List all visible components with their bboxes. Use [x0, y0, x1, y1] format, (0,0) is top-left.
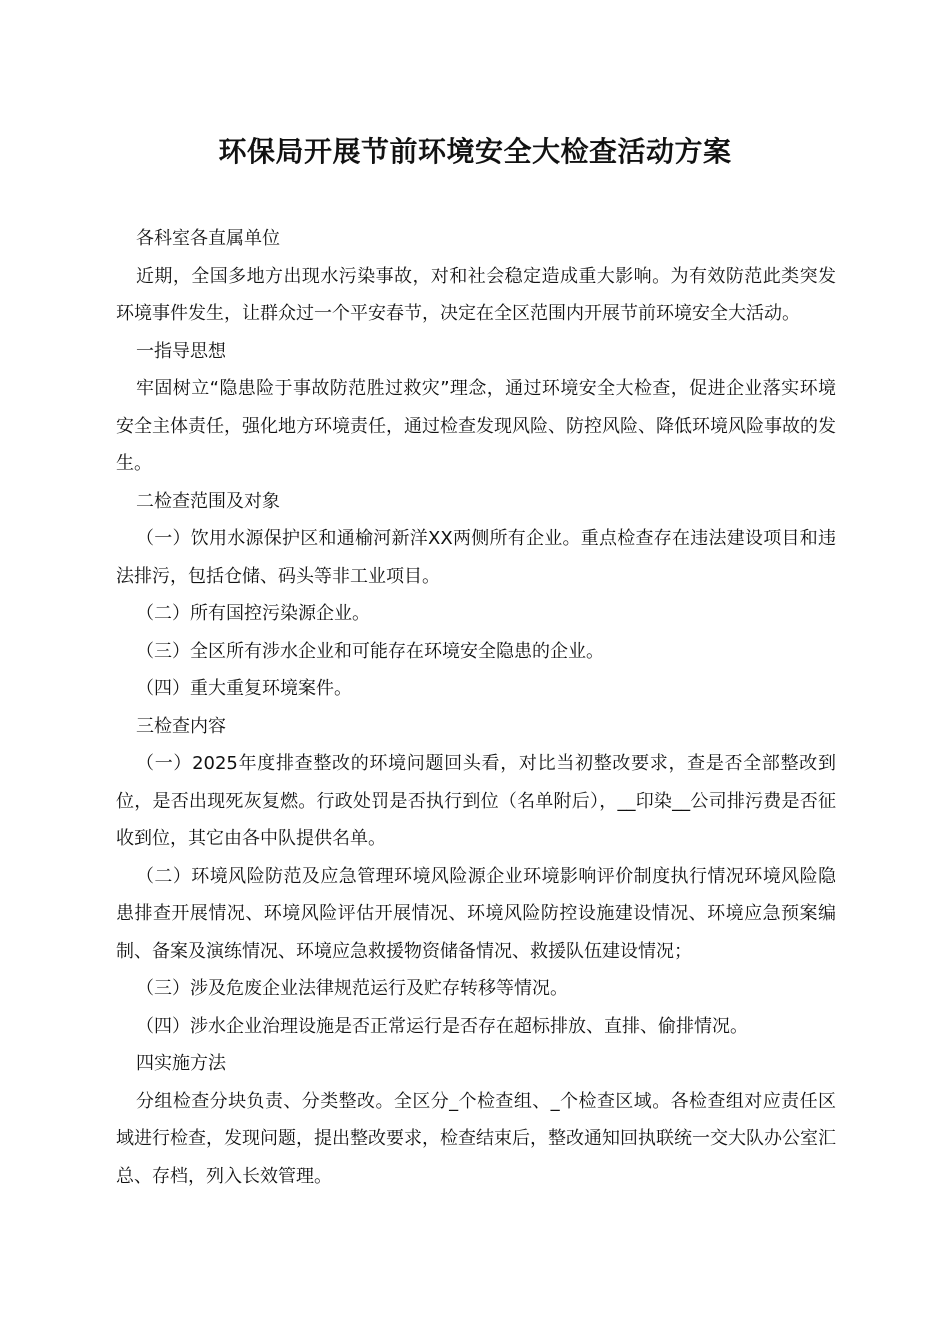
scope-item-2: （二）所有国控污染源企业。: [136, 603, 370, 624]
section-heading-content: 三检查内容: [136, 715, 226, 737]
document-body: [116, 220, 836, 1195]
salutation: 各科室各直属单位: [136, 228, 280, 249]
content-item-1: （一）2025年度排查整改的环境问题回头看，对比当初整改要求，查是否全部整改到位，是否出现死灰复燃。行政处罚是否执行到位（名单附后），__印染__公司排污费是否征收到位，其它由各中队提供名单。: [116, 753, 836, 849]
document-title: 环保局开展节前环境安全大检查活动方案: [218, 135, 732, 168]
scope-item-4: （四）重大重复环境案件。: [136, 678, 352, 699]
guiding-ideology-paragraph: 牢固树立“隐患险于事故防范胜过救灾”理念，通过环境安全大检查，促进企业落实环境安全主体责任，强化地方环境责任，通过检查发现风险、防控风险、降低环境风险事故的发生。: [116, 378, 836, 474]
methods-paragraph: 分组检查分块负责、分类整改。全区分_个检查组、_个检查区域。各检查组对应责任区域进行检查，发现问题，提出整改要求，检查结束后，整改通知回执联统一交大队办公室汇总、存档，列入长效管理。: [116, 1090, 836, 1187]
content-item-4: （四）涉水企业治理设施是否正常运行是否存在超标排放、直排、偷排情况。: [136, 1015, 748, 1037]
section-heading-guiding-ideology: 一指导思想: [136, 340, 226, 362]
content-item-2: （二）环境风险防范及应急管理环境风险源企业环境影响评价制度执行情况环境风险隐患排查开展情况、环境风险评估开展情况、环境风险防控设施建设情况、环境应急预案编制、备案及演练情况、环境应急救援物资储备情况、救援队伍建设情况；: [116, 865, 836, 962]
section-heading-scope: 二检查范围及对象: [136, 490, 280, 512]
content-item-3: （三）涉及危废企业法律规范运行及贮存转移等情况。: [136, 978, 568, 999]
scope-item-1: （一）饮用水源保护区和通榆河新洋XX两侧所有企业。重点检查存在违法建设项目和违法排污，包括仓储、码头等非工业项目。: [116, 528, 836, 587]
intro-paragraph: 近期，全国多地方出现水污染事故，对和社会稳定造成重大影响。为有效防范此类突发环境事件发生，让群众过一个平安春节，决定在全区范围内开展节前环境安全大活动。: [116, 265, 836, 324]
scope-item-3: （三）全区所有涉水企业和可能存在环境安全隐患的企业。: [136, 640, 604, 662]
section-heading-methods: 四实施方法: [136, 1053, 226, 1074]
